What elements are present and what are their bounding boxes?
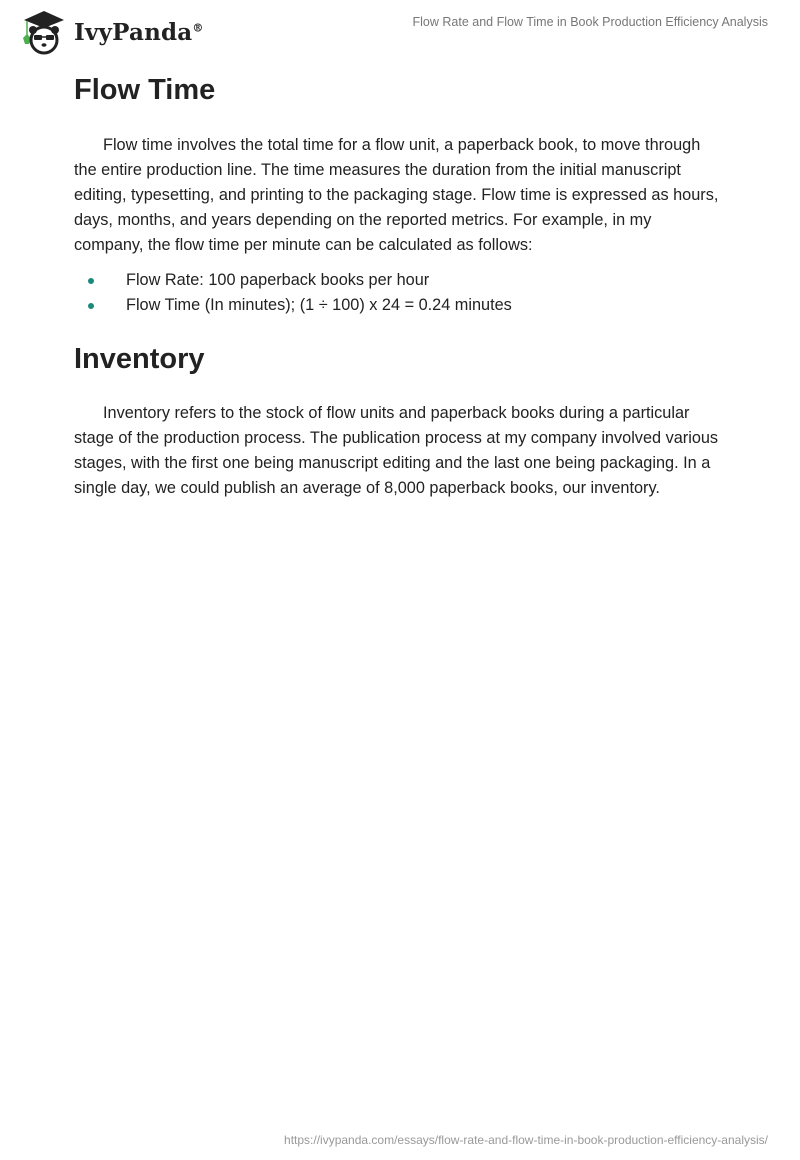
list-item: Flow Rate: 100 paperback books per hour <box>74 268 724 293</box>
inventory-body <box>74 401 724 501</box>
flow-time-body <box>74 133 724 318</box>
section-heading-inventory: Inventory <box>74 343 205 375</box>
inventory-paragraph: Inventory refers to the stock of flow units and paperback books during a particular stage of the production process. The publication process at my company involved various stages, with the first one being manuscript editing and the last one being packaging. In a single day, we could publish an average of 8,000 paperback books, our inventory. <box>74 404 719 497</box>
brand-name: IvyPanda® <box>74 18 204 46</box>
ivypanda-logo[interactable] <box>18 8 204 56</box>
bullet-icon <box>88 278 94 284</box>
flow-time-bullet-list <box>74 268 724 318</box>
bullet-icon <box>88 303 94 309</box>
page-header <box>0 0 800 60</box>
panda-graduate-icon <box>18 8 70 56</box>
document-title: Flow Rate and Flow Time in Book Production Efficiency Analysis <box>412 15 768 29</box>
source-url[interactable]: https://ivypanda.com/essays/flow-rate-and-flow-time-in-book-production-efficiency-analysis/ <box>284 1133 768 1147</box>
section-heading-flow-time: Flow Time <box>74 74 216 106</box>
list-item: Flow Time (In minutes); (1 ÷ 100) x 24 = 0.24 minutes <box>74 293 724 318</box>
flow-time-paragraph: Flow time involves the total time for a flow unit, a paperback book, to move through the entire production line. The time measures the duration from the initial manuscript editing, typesetting, and printing to the packaging stage. Flow time is expressed as hours, days, months, and years depending on the reported metrics. For example, in my company, the flow time per minute can be calculated as follows: <box>74 136 719 254</box>
